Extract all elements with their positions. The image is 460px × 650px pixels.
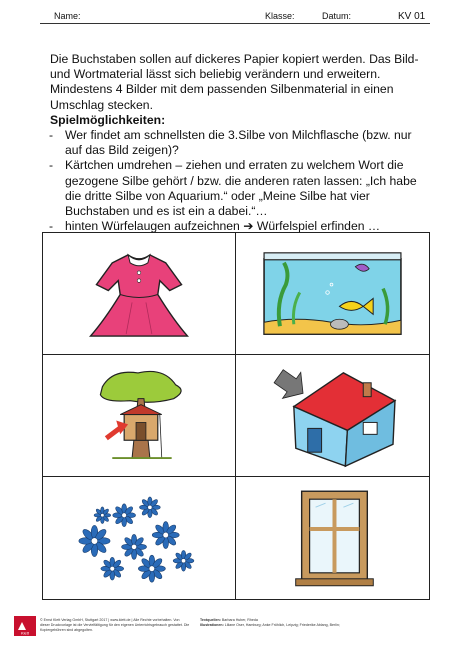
datum-label: Datum: bbox=[322, 11, 352, 21]
footer-copyright: © Ernst Klett Verlag GmbH, Stuttgart 2017 | www.klett.de | Alle Rechte vorbehalten. Von dieser Druckvorlage ist die Vervielfältigung für den eigenen Unterrichtsgebrauch gestattet. Die Kopiergebühren sind abgegolten. bbox=[40, 618, 190, 632]
options-list bbox=[50, 128, 425, 234]
options-heading: Spielmöglichkeiten: bbox=[50, 112, 166, 127]
card-window bbox=[236, 477, 429, 599]
option-text: Wer findet am schnellsten die 3.Silbe von Milchflasche (bzw. nur auf das Bild zeigen)? bbox=[65, 128, 412, 158]
credits-illus: Liliane Oser, Hamburg; Anke Fröhlich, Leipzig; Friederike Ablang, Berlin; bbox=[224, 622, 340, 627]
card-dress bbox=[43, 233, 236, 355]
credits-text-label: Textquellen: bbox=[200, 618, 221, 622]
picture-card-grid bbox=[42, 232, 430, 600]
card-aquarium bbox=[236, 233, 429, 355]
arrow-right-icon: ➔ bbox=[243, 219, 254, 234]
list-item: - Wer findet am schnellsten die 3.Silbe von Milchflasche (bzw. nur auf das Bild zeigen)? bbox=[49, 128, 412, 158]
house-roof-icon bbox=[236, 355, 429, 476]
list-item: - hinten Würfelaugen aufzeichnen ➔ Würfelspiel erfinden … bbox=[49, 219, 381, 234]
card-house-roof bbox=[236, 355, 429, 477]
klasse-label: Klasse: bbox=[265, 11, 295, 21]
treehouse-icon bbox=[43, 355, 235, 476]
aquarium-icon bbox=[236, 233, 429, 354]
footer-credits bbox=[200, 618, 440, 628]
name-label: Name: bbox=[54, 11, 81, 21]
page-footer bbox=[14, 612, 446, 640]
sheet-id: KV 01 bbox=[398, 11, 426, 22]
option-text: Würfelspiel erfinden … bbox=[256, 219, 381, 234]
option-text: Kärtchen umdrehen – ziehen und erraten zu welchem Wort die gezogene Silbe gehört / bzw. die anderen raten lassen: „Ich habe die dritte Silbe von Aquarium.“ oder „Meine Silbe hat vier Buchstaben und es ist ein a dabei.“… bbox=[65, 158, 417, 219]
instructions bbox=[50, 52, 425, 234]
svg-text:Klett: Klett bbox=[20, 630, 30, 636]
intro-paragraph: Die Buchstaben sollen auf dickeres Papier kopiert werden. Das Bild- und Wortmaterial lässt sich beliebig verändern und erweitern. Mindestens 4 Bilder mit dem passenden Silbenmaterial in einen Umschlag stecken. bbox=[50, 52, 419, 112]
list-item: - Kärtchen umdrehen – ziehen und erraten zu welchem Wort die gezogene Silbe gehört / bzw. die anderen raten lassen: „Ich habe die dritte Silbe von Aquarium.“ oder „Meine Silbe hat vier Buchstaben und es ist ein a dabei.“… bbox=[49, 158, 417, 219]
worksheet-header bbox=[40, 9, 430, 24]
card-treehouse bbox=[43, 355, 236, 477]
card-flowers bbox=[43, 477, 236, 599]
klett-logo-icon bbox=[14, 616, 36, 636]
window-icon bbox=[236, 477, 429, 599]
flowers-icon bbox=[43, 477, 235, 599]
credits-illus-label: Illustrationen: bbox=[200, 622, 224, 627]
dress-icon bbox=[43, 233, 235, 354]
credits-text: Barbara Huber, Rheda bbox=[221, 618, 258, 622]
option-text: hinten Würfelaugen aufzeichnen bbox=[65, 219, 240, 234]
